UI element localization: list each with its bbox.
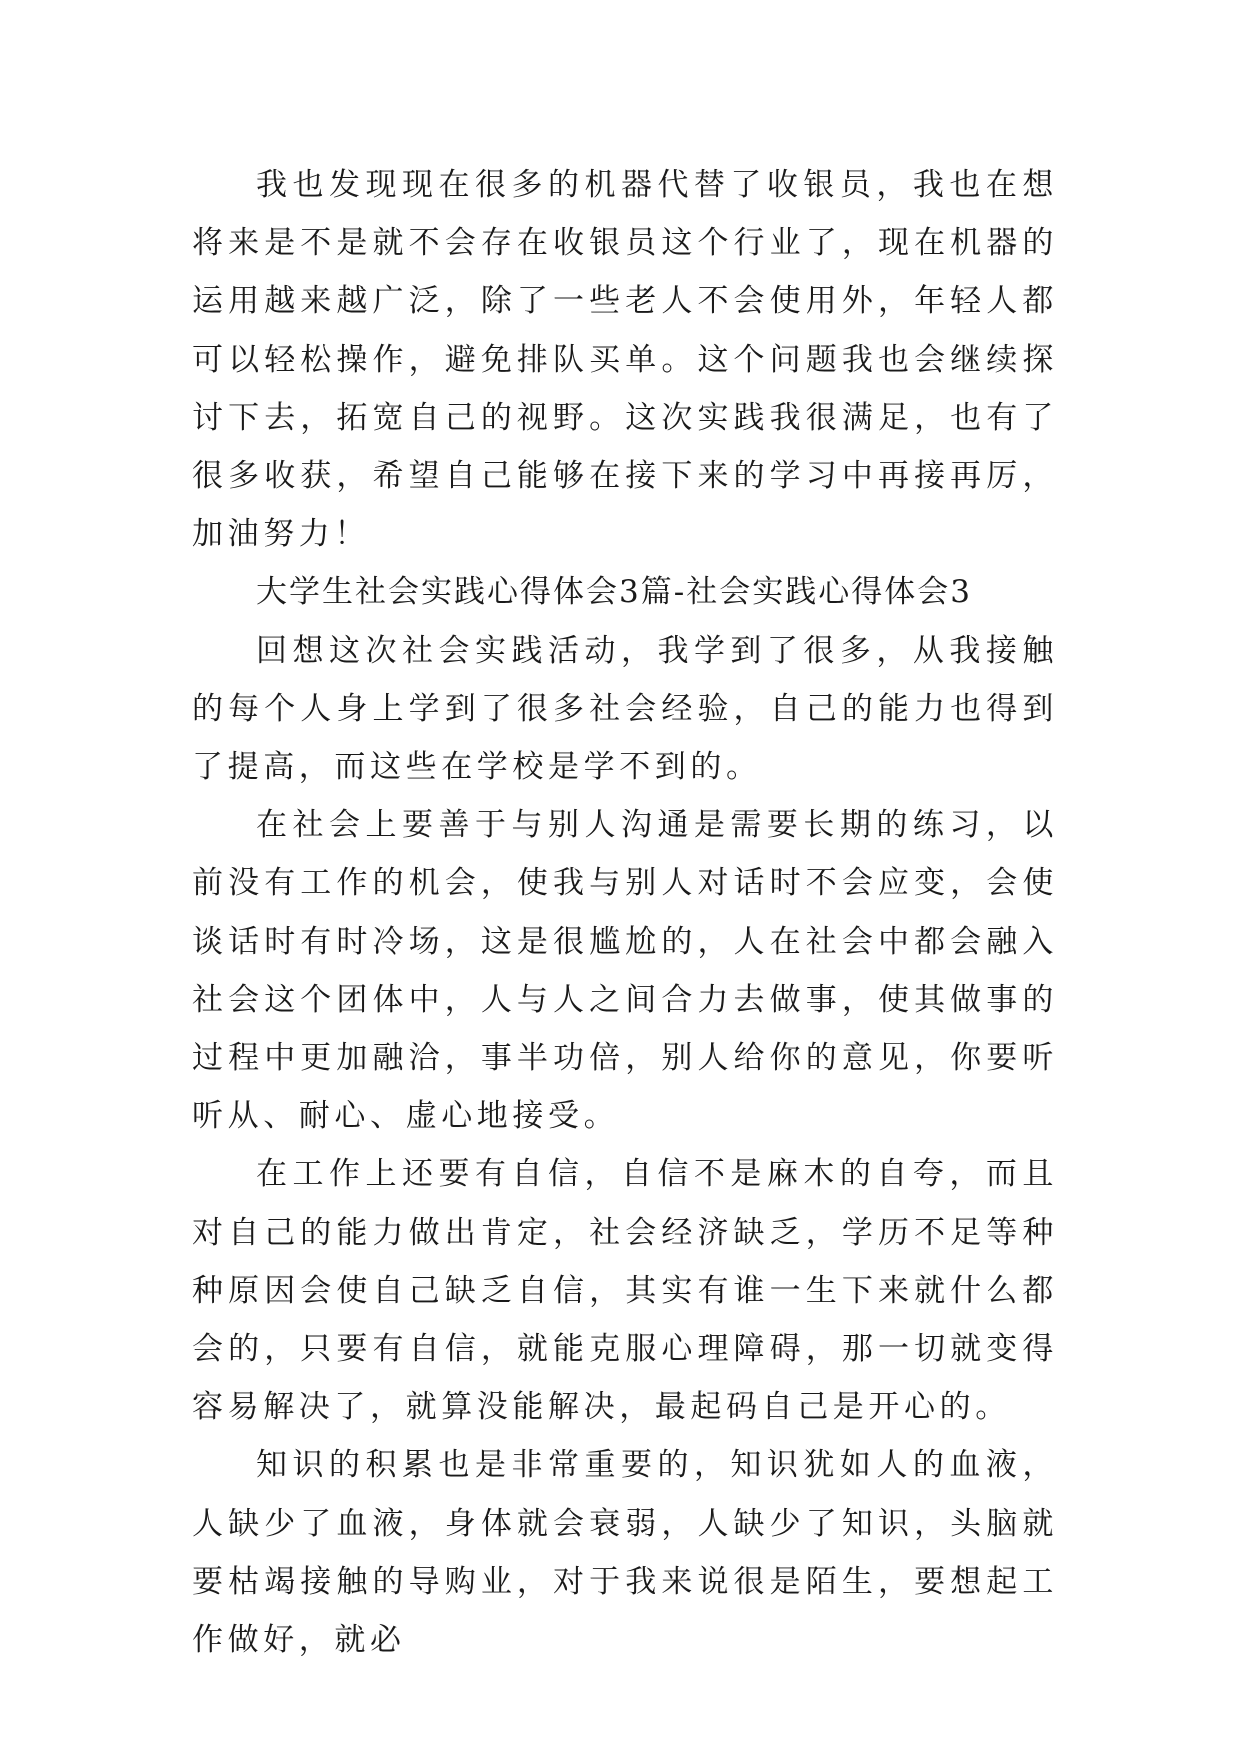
paragraph-knowledge: 知识的积累也是非常重要的，知识犹如人的血液，人缺少了血液，身体就会衰弱，人缺少了知识，头脑就要枯竭接触的导购业，对于我来说很是陌生，要想起工作做好，就必 (192, 1447, 1058, 1659)
paragraph-machines-cashiers: 我也发现现在很多的机器代替了收银员，我也在想将来是不是就不会存在收银员这个行业了，现在机器的运用越来越广泛，除了一些老人不会使用外，年轻人都可以轻松操作，避免排队买单。这个问题我也会继续探讨下去，拓宽自己的视野。这次实践我很满足，也有了很多收获，希望自己能够在接下来的学习中再接再厉，加油努力！ (192, 167, 1058, 553)
paragraph-communication: 在社会上要善于与别人沟通是需要长期的练习，以前没有工作的机会，使我与别人对话时不会应变，会使谈话时有时冷场，这是很尴尬的，人在社会中都会融入社会这个团体中，人与人之间合力去做事，使其做事的过程中更加融洽，事半功倍，别人给你的意见，你要听听从、耐心、虚心地接受。 (192, 807, 1058, 1135)
paragraph-recollection: 回想这次社会实践活动，我学到了很多，从我接触的每个人身上学到了很多社会经验，自己的能力也得到了提高，而这些在学校是学不到的。 (192, 632, 1058, 786)
paragraph-confidence: 在工作上还要有自信，自信不是麻木的自夸，而且对自己的能力做出肯定，社会经济缺乏，学历不足等种种原因会使自己缺乏自信，其实有谁一生下来就什么都会的，只要有自信，就能克服心理障碍，那一切就变得容易解决了，就算没能解决，最起码自己是开心的。 (192, 1156, 1058, 1426)
document-body (192, 156, 1058, 1669)
section-heading: 大学生社会实践心得体会3篇-社会实践心得体会3 (256, 574, 972, 611)
